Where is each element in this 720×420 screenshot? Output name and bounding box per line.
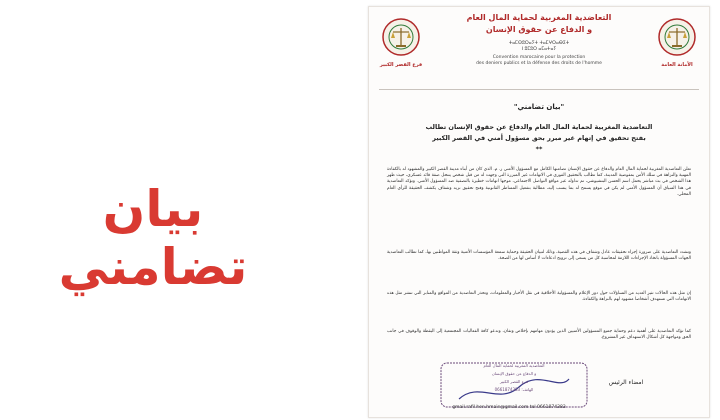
stamp-line-2: و الدفاع عن حقوق الإنسان (491, 371, 537, 376)
statement-headline-line3: ** (535, 145, 543, 153)
solidarity-statement-title: بيان تضامني (58, 180, 248, 296)
organization-logo-right (657, 17, 697, 57)
letterhead-divider (379, 89, 699, 90)
footer-contact: gmail.rafil.hen.hmain@gmail.com tel 0661874383 (452, 405, 566, 410)
statement-paragraph-1: تعلن التعاضدية المغربية لحماية المال العام والدفاع عن حقوق الإنسان تضامنها الكامل مع المسؤول الأمني ر. م. الذي كان من أبناء مدينة القصر الكبير والمشهود له بالكفاءة المهنية والنزاهة في سلك الأمن بمفوضية المدينة، كما تطالب بالتحقيق الفوري في الاتهامات غير المبررة التي وجهت له من قبل شخص ينتحل صفة قائد عسكري، حيث ظهر هذا الشخص في بث مباشر يحمل اسم الحسن البتشيوشي، تم تداوله عبر مواقع التواصل الاجتماعي، موجها اتهامات خطيرة بالتصفية ضد المسؤول الأمني. وتؤكد التعاضدية في هذا السياق أن المسؤول الأمني لم يكن في موقع يسمح له بما ينسب إليه، مطالبة بتفعيل المساطر القانونية وفتح تحقيق نزيه وشفاف يكشف الحقيقة للرأي العام المحلي. (387, 167, 691, 197)
organization-name-french-line2: des deniers publics et la défense des droits de l'homme (476, 61, 602, 66)
statement-paragraph-3: إن مثل هذه الحالات تثير العديد من التساؤلات حول دور الإعلام والمسؤولية الأخلاقية في نقل الأخبار والمعلومات، وتحذر التعاضدية من المواقع والمنابر التي تنشر مثل هذه الاتهامات التي تستهدف أشخاصا مشهود لهم بالنزاهة والكفاءة. (387, 291, 691, 303)
statement-document (368, 6, 710, 418)
statement-headline-line2: بفتح تحقيق في إتهام غير مبرر بحق مسؤول أمني في القصر الكبير (432, 134, 646, 142)
statement-paragraph-4: كما تؤكد التعاضدية على أهمية دعم وحماية جميع المسؤولين الأمنيين الذين يؤدون مهامهم بإخلاص وتفان، وتدعو كافة الفعاليات المجتمعية إلى اليقظة والوقوف في جانب الحق ومواجهة كل أشكال الاستهداف غير المشروع. (387, 329, 691, 341)
logo-left-caption: فرع القصر الكبير (379, 62, 423, 68)
stamp-line-4: الهاتف: 0661874383 (494, 387, 534, 392)
president-signature-label: امضاء الرئيس (608, 379, 644, 386)
statement-label: "بيان تضامني" (513, 103, 565, 111)
organization-name-arabic-line2: و الدفاع عن حقوق الإنسان (485, 25, 593, 34)
organization-name-tifinagh-line1: ⵜⴰⵎⵙⵓⵔⴰⵢⵜ ⵜⴰⵎⵖⵔⴰⴱⵉⵜ (508, 41, 570, 46)
stamp-line-1: التعاضدية المغربية لحماية المال العام (483, 363, 545, 368)
organization-logo-left (381, 17, 421, 57)
letterhead (369, 7, 709, 97)
organization-name-arabic-line1: التعاضدية المغربية لحماية المال العام (466, 13, 612, 22)
organization-name-tifinagh-line2: ⵏ ⵓⵎⵓⵔ ⴰⵎⴰⵜⴰⵢ (521, 47, 557, 52)
statement-headline-line1: التعاضدية المغربية لحماية المال العام والدفاع عن حقوق الإنسان تطالب (425, 123, 653, 131)
stamp-line-3: فرع القصر الكبير (499, 379, 529, 384)
organization-name-french-line1: Convention marocaine pour la protection (492, 55, 586, 60)
statement-paragraph-2: وتشدد التعاضدية على ضرورة إجراء تحقيقات عادل وشفاف في هذه القضية، وذلك لتبيان الحقيقة وحماية سمعة المؤسسات الأمنية وثقة المواطنين بها، كما تطالب التعاضدية الجهات المسؤولة باتخاذ الإجراءات اللازمة لمحاسبة كل من يسعى إلى ترويج ادعاءات لا أساس لها من الصحة. (387, 250, 691, 262)
logo-right-caption: الأمانة العامة (661, 62, 693, 68)
